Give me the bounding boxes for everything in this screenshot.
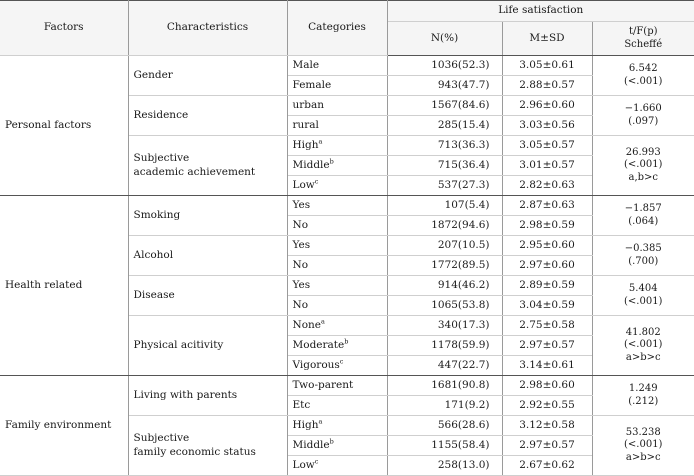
n-cell: 285(15.4)	[387, 116, 502, 136]
header-life-satisfaction: Life satisfaction	[387, 1, 694, 22]
group-personal-factors: Personal factors	[0, 56, 128, 196]
char-alcohol: Alcohol	[128, 236, 287, 276]
category-cell: Female	[287, 76, 387, 96]
category-cell: No	[287, 296, 387, 316]
n-cell: 914(46.2)	[387, 276, 502, 296]
category-cell: Low$^c$	[287, 176, 387, 196]
char-smoking: Smoking	[128, 196, 287, 236]
n-cell: 713(36.3)	[387, 136, 502, 156]
char-physical-activity: Physical acitivity	[128, 316, 287, 376]
stat-residence: −1.660 (.097)	[592, 96, 694, 136]
char-family-economic-status: Subjective family economic status	[128, 416, 287, 476]
msd-cell: 3.03±0.56	[502, 116, 592, 136]
n-cell: 171(9.2)	[387, 396, 502, 416]
msd-cell: 2.97±0.57	[502, 336, 592, 356]
header-n-pct: N(%)	[387, 22, 502, 56]
header-characteristics: Characteristics	[128, 1, 287, 56]
category-cell: High$^a$	[287, 416, 387, 436]
header-factors: Factors	[0, 1, 128, 56]
msd-cell: 2.87±0.63	[502, 196, 592, 216]
category-cell: Two-parent	[287, 376, 387, 396]
category-cell: Yes	[287, 236, 387, 256]
header-m-sd: M±SD	[502, 22, 592, 56]
group-family-environment: Family environment	[0, 376, 128, 476]
msd-cell: 2.96±0.60	[502, 96, 592, 116]
stat-disease: 5.404 (<.001)	[592, 276, 694, 316]
group-health-related: Health related	[0, 196, 128, 376]
n-cell: 537(27.3)	[387, 176, 502, 196]
msd-cell: 2.95±0.60	[502, 236, 592, 256]
category-cell: None$^a$	[287, 316, 387, 336]
char-living-with-parents: Living with parents	[128, 376, 287, 416]
msd-cell: 2.82±0.63	[502, 176, 592, 196]
msd-cell: 3.01±0.57	[502, 156, 592, 176]
stat-alcohol: −0.385 (.700)	[592, 236, 694, 276]
category-cell: Vigorous$^c$	[287, 356, 387, 376]
msd-cell: 2.89±0.59	[502, 276, 592, 296]
stat-academic: 26.993 (<.001) a,b>c	[592, 136, 694, 196]
msd-cell: 2.75±0.58	[502, 316, 592, 336]
n-cell: 1036(52.3)	[387, 56, 502, 76]
msd-cell: 3.04±0.59	[502, 296, 592, 316]
n-cell: 447(22.7)	[387, 356, 502, 376]
msd-cell: 2.97±0.57	[502, 436, 592, 456]
header-scheffe-label: Scheffé	[624, 38, 663, 50]
char-gender: Gender	[128, 56, 287, 96]
msd-cell: 3.14±0.61	[502, 356, 592, 376]
n-cell: 1567(84.6)	[387, 96, 502, 116]
category-cell: Etc	[287, 396, 387, 416]
char-residence: Residence	[128, 96, 287, 136]
msd-cell: 2.67±0.62	[502, 456, 592, 476]
stat-gender: 6.542 (<.001)	[592, 56, 694, 96]
category-cell: Yes	[287, 196, 387, 216]
n-cell: 1772(89.5)	[387, 256, 502, 276]
header-t-f	[592, 22, 694, 56]
n-cell: 207(10.5)	[387, 236, 502, 256]
char-academic-achievement: Subjective academic achievement	[128, 136, 287, 196]
n-cell: 566(28.6)	[387, 416, 502, 436]
n-cell: 1872(94.6)	[387, 216, 502, 236]
stat-smoking: −1.857 (.064)	[592, 196, 694, 236]
n-cell: 715(36.4)	[387, 156, 502, 176]
msd-cell: 3.05±0.61	[502, 56, 592, 76]
n-cell: 340(17.3)	[387, 316, 502, 336]
n-cell: 1681(90.8)	[387, 376, 502, 396]
category-cell: urban	[287, 96, 387, 116]
n-cell: 1065(53.8)	[387, 296, 502, 316]
category-cell: rural	[287, 116, 387, 136]
msd-cell: 3.05±0.57	[502, 136, 592, 156]
header-t-f-label: t/F(p)	[628, 26, 658, 37]
category-cell: Yes	[287, 276, 387, 296]
n-cell: 1155(58.4)	[387, 436, 502, 456]
stat-physical: 41.802 (<.001) a>b>c	[592, 316, 694, 376]
n-cell: 943(47.7)	[387, 76, 502, 96]
msd-cell: 3.12±0.58	[502, 416, 592, 436]
n-cell: 1178(59.9)	[387, 336, 502, 356]
category-cell: No	[287, 256, 387, 276]
msd-cell: 2.92±0.55	[502, 396, 592, 416]
msd-cell: 2.88±0.57	[502, 76, 592, 96]
category-cell: Middle$^b$	[287, 436, 387, 456]
category-cell: Middle$^b$	[287, 156, 387, 176]
category-cell: Moderate$^b$	[287, 336, 387, 356]
category-cell: Male	[287, 56, 387, 76]
n-cell: 107(5.4)	[387, 196, 502, 216]
category-cell: No	[287, 216, 387, 236]
msd-cell: 2.98±0.59	[502, 216, 592, 236]
n-cell: 258(13.0)	[387, 456, 502, 476]
header-categories: Categories	[287, 1, 387, 56]
msd-cell: 2.97±0.60	[502, 256, 592, 276]
category-cell: Low$^c$	[287, 456, 387, 476]
category-cell: High$^a$	[287, 136, 387, 156]
stat-econ: 53.238 (<.001) a>b>c	[592, 416, 694, 476]
msd-cell: 2.98±0.60	[502, 376, 592, 396]
char-disease: Disease	[128, 276, 287, 316]
stat-parents: 1.249 (.212)	[592, 376, 694, 416]
